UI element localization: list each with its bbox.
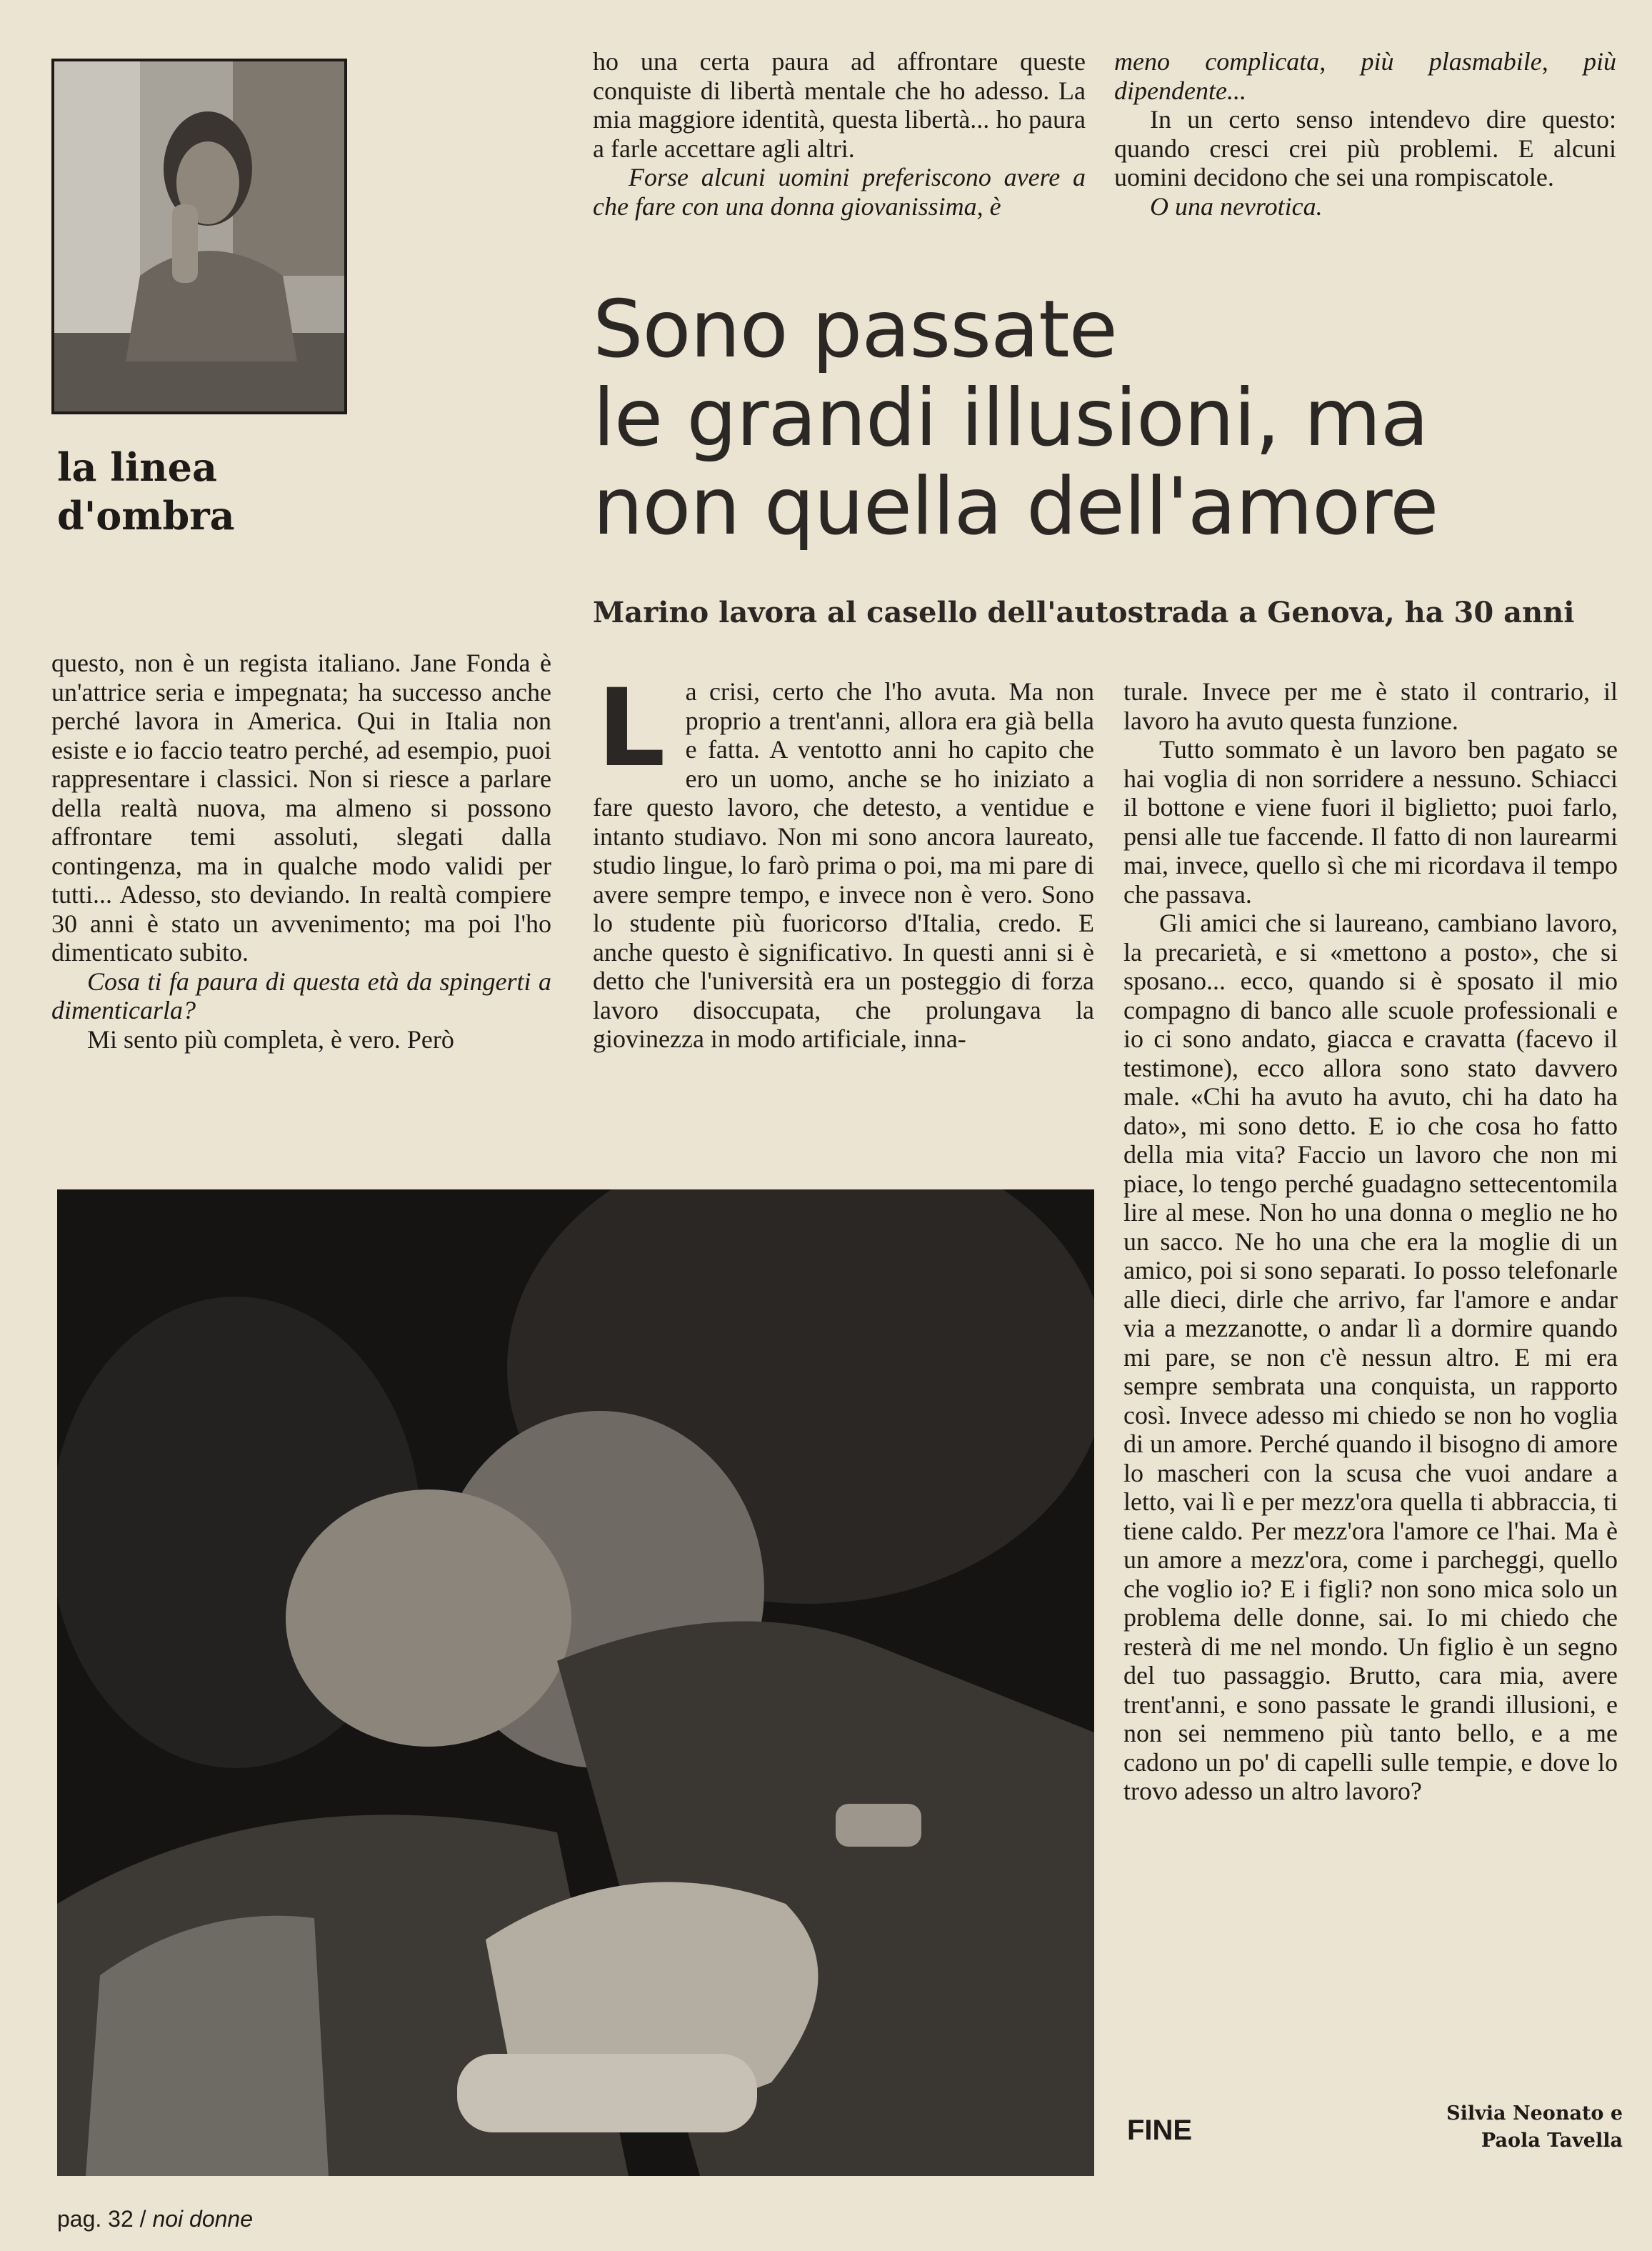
kicker-line-1: la linea xyxy=(57,444,217,490)
paragraph: Mi sento più completa, è vero. Però xyxy=(87,1024,454,1054)
byline-line-1: Silvia Neonato e xyxy=(1446,2102,1623,2125)
paragraph: Gli amici che si laureano, cambiano lavoro, la precarietà, e si «mettono a posto», che si sposano... ecco, quando si è sposato il mio compagno di banco alle scuole professionali e io ci sono andato, giacca e cravatta (facevo il testimone), ecco allora sono stato davvero male. «Chi ha avuto ha avuto, chi ha dato ha dato», mi sono detto. E io che cosa ho fatto della mia vita? Faccio un lavoro che non mi piace, lo tengo perché guadagno settecentomila lire al mese. Non ho una donna o meglio ne ho un sacco. Ne ho una che era la moglie di un amico, poi si sono separati. Io posso telefonarle alle dieci, dirle che arrivo, far l'amore e andar via a mezzanotte, o andar lì a dormire quando mi pare, se non c'è nessun altro. E mi era sempre sembrata una conquista, un rapporto così. Invece adesso mi chiedo se non ho voglia di un amore. Perché quando il bisogno di amore lo mascheri con la scusa che vuoi andare a letto, vai lì e per mezz'ora quella ti abbraccia, ti tiene caldo. Per mezz'ora l'amore ce l'hai. Ma è un amore a mezz'ora, come i parcheggi, quello che voglio io? E i figli? non sono mica solo un problema delle donne, sai. Io mi chiedo che resterà di me nel mondo. Un figlio è un segno del tuo passaggio. Brutto, cara mia, avere trent'anni, e sono passate le grandi illusioni, e non sei nemmeno più tanto bello, e a me cadono un po' di capelli sulle tempie, e dove lo trovo adesso un altro lavoro? xyxy=(1123,909,1618,1805)
author-byline xyxy=(1366,2100,1623,2155)
article-headline xyxy=(593,286,1438,551)
byline-line-2: Paola Tavella xyxy=(1481,2130,1623,2152)
interview-question: O una nevrotica. xyxy=(1150,191,1323,221)
kiss-illustration xyxy=(57,1189,1094,2176)
headline-line-1: Sono passate xyxy=(593,284,1117,376)
paragraph: questo, non è un regista italiano. Jane Fonda è un'attrice seria e impegnata; ha successo anche perché lavora in America. Qui in Italia non esiste e io faccio teatro perché, ad esempio, puoi rappresentare i classici. Non si riesce a parlare della realtà nuova, ma almeno si possono affrontare temi assoluti, slegati dalla contingenza, ma in qualche modo validi per tutti... Adesso, sto deviando. In realtà compiere 30 anni è stato un avvenimento; ma poi l'ho dimenticato subito. xyxy=(51,649,551,967)
paragraph: Tutto sommato è un lavoro ben pagato se hai voglia di non sorridere a nessuno. Schiacci il bottone e viene fuori il biglietto; puoi farlo, pensi alle tue faccende. Il fatto di non laurearmi mai, invece, quello sì che mi ricordava il tempo che passava. xyxy=(1123,735,1618,909)
headline-line-2: le grandi illusioni, ma xyxy=(593,372,1428,464)
top-column-right xyxy=(1114,47,1616,221)
page-number: pag. 32 xyxy=(57,2206,134,2232)
paragraph: In un certo senso intendevo dire questo: quando cresci crei più problemi. E alcuni uomini decidono che sei una rompiscatole. xyxy=(1114,105,1616,191)
headline-line-3: non quella dell'amore xyxy=(593,461,1438,553)
publication-name: noi donne xyxy=(152,2206,254,2232)
interview-question: Cosa ti fa paura di questa età da spingerti a dimenticarla? xyxy=(51,967,551,1024)
paragraph: turale. Invece per me è stato il contrario, il lavoro ha avuto questa funzione. xyxy=(1123,677,1618,735)
column-middle xyxy=(593,667,1094,1054)
kiss-photo xyxy=(57,1189,1094,2176)
drop-cap: L xyxy=(597,667,666,791)
portrait-illustration xyxy=(54,61,344,411)
paragraph: ho una certa paura ad affrontare queste conquiste di libertà mentale che ho adesso. La mia maggiore identità, questa libertà... ho paura a farle accettare agli altri. xyxy=(593,47,1086,163)
column-right xyxy=(1123,677,1618,1806)
portrait-photo xyxy=(51,59,347,414)
article-subheading: Marino lavora al casello dell'autostrada a Genova, ha 30 anni xyxy=(593,596,1575,629)
end-marker: FINE xyxy=(1127,2115,1193,2146)
interview-question: Forse alcuni uomini preferiscono avere a che fare con una donna giovanissima, è xyxy=(593,163,1086,221)
interview-question: meno complicata, più plasmabile, più dipendente... xyxy=(1114,47,1616,105)
page-footer xyxy=(57,2206,253,2232)
top-column-middle xyxy=(593,47,1086,221)
paragraph: a crisi, certo che l'ho avuta. Ma non proprio a trent'anni, allora era già bella e fatta. A ventotto anni ho capito che ero un uomo, anche se ho iniziato a fare questo lavoro, che detesto, a ventidue e intanto studiavo. Non mi sono ancora laureato, studio lingue, lo farò prima o poi, ma mi pare di avere sempre tempo, e invece non è vero. Sono lo studente più fuoricorso d'Italia, credo. E anche questo è significativo. In questi anni si è detto che l'università era un posteggio di forza lavoro disoccupata, che prolungava la giovinezza in modo artificiale, inna- xyxy=(593,677,1094,1053)
section-kicker xyxy=(57,443,235,540)
footer-separator: / xyxy=(133,2206,153,2232)
kicker-line-2: d'ombra xyxy=(57,493,235,539)
column-left xyxy=(51,649,551,1054)
